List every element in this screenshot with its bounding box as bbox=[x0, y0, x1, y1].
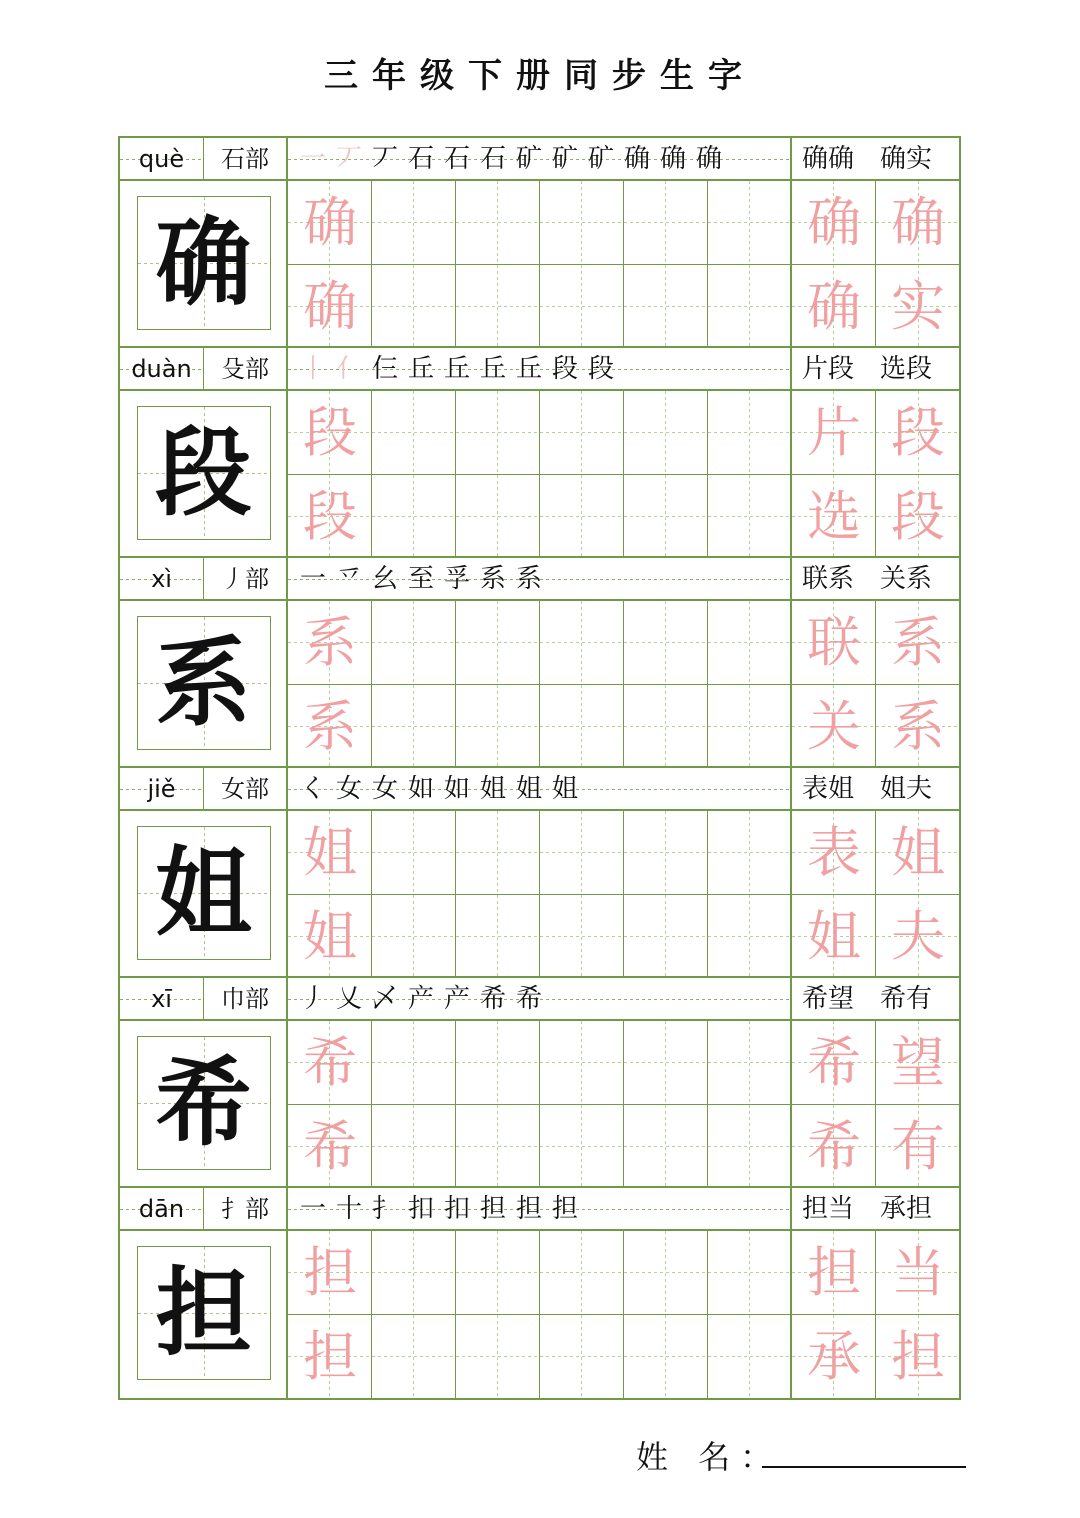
word-practice-cell[interactable] bbox=[876, 181, 960, 265]
trace-character: 系 bbox=[891, 694, 945, 758]
stroke-step: 姐 bbox=[552, 774, 579, 804]
stroke-step: 一 bbox=[300, 144, 327, 174]
practice-cell[interactable] bbox=[456, 1231, 540, 1315]
practice-cell[interactable] bbox=[288, 685, 372, 769]
practice-cell[interactable] bbox=[624, 1021, 708, 1105]
radical-label: 殳部 bbox=[204, 348, 288, 390]
practice-cell[interactable] bbox=[456, 391, 540, 475]
word-practice-cell[interactable] bbox=[876, 265, 960, 349]
stroke-step: 丆 bbox=[372, 144, 399, 174]
word-practice-cell[interactable] bbox=[876, 1315, 960, 1399]
block-header bbox=[120, 558, 959, 601]
practice-cell[interactable] bbox=[456, 1105, 540, 1189]
stroke-step: 产 bbox=[444, 984, 471, 1014]
practice-cell[interactable] bbox=[540, 685, 624, 769]
word-practice-cell[interactable] bbox=[792, 265, 876, 349]
word-practice-cell[interactable] bbox=[792, 391, 876, 475]
stroke-step: 幺 bbox=[372, 564, 399, 594]
stroke-step: 姐 bbox=[480, 774, 507, 804]
stroke-step: 担 bbox=[552, 1194, 579, 1224]
word-2: 选段 bbox=[880, 354, 933, 384]
trace-character: 段 bbox=[303, 401, 357, 464]
radical-label: 女部 bbox=[204, 768, 288, 810]
practice-cell[interactable] bbox=[540, 895, 624, 979]
name-input-line[interactable] bbox=[762, 1466, 966, 1468]
stroke-step: 系 bbox=[480, 564, 507, 594]
stroke-step: 矿 bbox=[516, 144, 543, 174]
practice-cell[interactable] bbox=[708, 811, 792, 895]
practice-cell[interactable] bbox=[708, 1231, 792, 1315]
trace-character: 希 bbox=[807, 1114, 861, 1178]
stroke-step: 担 bbox=[516, 1194, 543, 1224]
pinyin-label: duàn bbox=[120, 348, 204, 390]
word-practice-cell[interactable] bbox=[792, 1231, 876, 1315]
vocabulary-words bbox=[792, 978, 959, 1020]
stroke-step: 扌 bbox=[372, 1194, 399, 1224]
practice-cell[interactable] bbox=[288, 1021, 372, 1105]
word-2: 承担 bbox=[880, 1194, 933, 1224]
trace-character: 担 bbox=[891, 1324, 945, 1388]
radical-label: 巾部 bbox=[204, 978, 288, 1020]
practice-cell[interactable] bbox=[372, 265, 456, 349]
word-practice-cell[interactable] bbox=[876, 1105, 960, 1189]
practice-cell[interactable] bbox=[456, 475, 540, 559]
trace-character: 实 bbox=[891, 274, 945, 338]
practice-cell[interactable] bbox=[624, 265, 708, 349]
practice-cell[interactable] bbox=[288, 601, 372, 685]
word-practice-cell[interactable] bbox=[876, 391, 960, 475]
stroke-step: 乊 bbox=[336, 564, 363, 594]
trace-character: 夫 bbox=[891, 904, 945, 968]
practice-cell[interactable] bbox=[540, 1231, 624, 1315]
vocabulary-words bbox=[792, 138, 959, 180]
trace-character: 片 bbox=[807, 401, 861, 464]
vocabulary-words bbox=[792, 1188, 959, 1230]
trace-character: 姐 bbox=[303, 904, 357, 968]
trace-character: 担 bbox=[807, 1241, 861, 1304]
practice-cell[interactable] bbox=[624, 391, 708, 475]
stroke-step: 十 bbox=[336, 1194, 363, 1224]
model-character-frame bbox=[137, 826, 271, 960]
word-practice-cell[interactable] bbox=[876, 811, 960, 895]
trace-character: 担 bbox=[303, 1324, 357, 1388]
trace-character: 联 bbox=[807, 611, 861, 674]
word-practice-cell[interactable] bbox=[792, 895, 876, 979]
stroke-order-row bbox=[288, 558, 792, 600]
trace-character: 段 bbox=[891, 401, 945, 464]
practice-cell[interactable] bbox=[624, 895, 708, 979]
page-title: 三年级下册同步生字 bbox=[324, 56, 756, 96]
stroke-order-row bbox=[288, 348, 792, 390]
trace-character: 系 bbox=[303, 611, 357, 674]
stroke-step: 矿 bbox=[552, 144, 579, 174]
practice-cell[interactable] bbox=[540, 475, 624, 559]
trace-character: 希 bbox=[303, 1031, 357, 1094]
model-character-frame bbox=[137, 1036, 271, 1170]
word-practice-cell[interactable] bbox=[876, 685, 960, 769]
practice-cell[interactable] bbox=[372, 391, 456, 475]
trace-character: 确 bbox=[303, 274, 357, 338]
stroke-step: 一 bbox=[300, 1194, 327, 1224]
word-practice-cell[interactable] bbox=[792, 181, 876, 265]
practice-sheet bbox=[118, 136, 961, 1400]
stroke-step: 仨 bbox=[372, 354, 399, 384]
practice-cell[interactable] bbox=[456, 811, 540, 895]
pinyin-label: xī bbox=[120, 978, 204, 1020]
practice-cell[interactable] bbox=[708, 265, 792, 349]
word-2: 姐夫 bbox=[880, 774, 933, 804]
word-practice-cell[interactable] bbox=[792, 601, 876, 685]
stroke-step: 希 bbox=[516, 984, 543, 1014]
stroke-step: 产 bbox=[408, 984, 435, 1014]
name-label: 姓 名： bbox=[636, 1438, 783, 1476]
stroke-step: 丘 bbox=[480, 354, 507, 384]
practice-cell[interactable] bbox=[288, 181, 372, 265]
word-2: 确实 bbox=[880, 144, 933, 174]
model-character: 希 bbox=[155, 1046, 252, 1159]
word-practice-cell[interactable] bbox=[792, 475, 876, 559]
practice-cell[interactable] bbox=[456, 265, 540, 349]
practice-cell[interactable] bbox=[624, 475, 708, 559]
model-character: 姐 bbox=[155, 836, 252, 949]
stroke-step: 一 bbox=[300, 564, 327, 594]
stroke-step: 如 bbox=[408, 774, 435, 804]
practice-cell[interactable] bbox=[540, 1315, 624, 1399]
practice-cell[interactable] bbox=[372, 1105, 456, 1189]
stroke-step: 系 bbox=[516, 564, 543, 594]
word-1: 表姐 bbox=[802, 774, 855, 804]
stroke-step: 乄 bbox=[372, 984, 399, 1014]
practice-cell[interactable] bbox=[708, 475, 792, 559]
stroke-step: 亻 bbox=[336, 354, 363, 384]
stroke-step: 至 bbox=[408, 564, 435, 594]
practice-cell[interactable] bbox=[708, 1315, 792, 1399]
character-block bbox=[120, 1188, 959, 1398]
practice-cell[interactable] bbox=[540, 391, 624, 475]
word-practice-cell[interactable] bbox=[876, 601, 960, 685]
character-block bbox=[120, 768, 959, 978]
practice-cell[interactable] bbox=[372, 601, 456, 685]
stroke-step: 希 bbox=[480, 984, 507, 1014]
practice-cell[interactable] bbox=[372, 895, 456, 979]
radical-label: 石部 bbox=[204, 138, 288, 180]
stroke-step: 确 bbox=[624, 144, 651, 174]
word-practice-cell[interactable] bbox=[876, 475, 960, 559]
trace-character: 确 bbox=[807, 191, 861, 254]
model-character-box bbox=[120, 811, 288, 978]
trace-character: 望 bbox=[891, 1031, 945, 1094]
trace-character: 表 bbox=[807, 821, 861, 884]
trace-character: 承 bbox=[807, 1324, 861, 1388]
practice-cell[interactable] bbox=[372, 475, 456, 559]
stroke-order-row bbox=[288, 138, 792, 180]
stroke-step: 段 bbox=[552, 354, 579, 384]
pinyin-label: què bbox=[120, 138, 204, 180]
stroke-step: 乂 bbox=[336, 984, 363, 1014]
word-practice-cell[interactable] bbox=[792, 1021, 876, 1105]
practice-cell[interactable] bbox=[624, 685, 708, 769]
word-practice-cell[interactable] bbox=[792, 685, 876, 769]
stroke-order-row bbox=[288, 1188, 792, 1230]
stroke-step: 段 bbox=[588, 354, 615, 384]
trace-character: 有 bbox=[891, 1114, 945, 1178]
trace-character: 确 bbox=[891, 191, 945, 254]
practice-cell[interactable] bbox=[456, 1021, 540, 1105]
word-practice-cell[interactable] bbox=[876, 1231, 960, 1315]
practice-cell[interactable] bbox=[288, 1231, 372, 1315]
practice-cell[interactable] bbox=[456, 601, 540, 685]
vocabulary-words bbox=[792, 348, 959, 390]
word-1: 片段 bbox=[802, 354, 855, 384]
radical-label: 丿部 bbox=[204, 558, 288, 600]
stroke-step: 女 bbox=[336, 774, 363, 804]
block-header bbox=[120, 768, 959, 811]
model-character: 担 bbox=[155, 1256, 252, 1369]
practice-cell[interactable] bbox=[624, 811, 708, 895]
stroke-step: 担 bbox=[480, 1194, 507, 1224]
trace-character: 系 bbox=[303, 694, 357, 758]
stroke-step: 丘 bbox=[516, 354, 543, 384]
character-block bbox=[120, 558, 959, 768]
pinyin-label: xì bbox=[120, 558, 204, 600]
practice-cell[interactable] bbox=[540, 811, 624, 895]
practice-cell[interactable] bbox=[540, 1021, 624, 1105]
practice-cell[interactable] bbox=[708, 391, 792, 475]
pinyin-label: dān bbox=[120, 1188, 204, 1230]
practice-cell[interactable] bbox=[288, 811, 372, 895]
block-header bbox=[120, 348, 959, 391]
stroke-step: 丘 bbox=[444, 354, 471, 384]
word-practice-cell[interactable] bbox=[792, 811, 876, 895]
stroke-step: 石 bbox=[408, 144, 435, 174]
practice-cell[interactable] bbox=[372, 685, 456, 769]
practice-cell[interactable] bbox=[456, 895, 540, 979]
character-block bbox=[120, 138, 959, 348]
practice-cell[interactable] bbox=[624, 181, 708, 265]
practice-cell[interactable] bbox=[708, 685, 792, 769]
practice-cell[interactable] bbox=[624, 1231, 708, 1315]
stroke-step: 如 bbox=[444, 774, 471, 804]
practice-cell[interactable] bbox=[372, 181, 456, 265]
word-practice-cell[interactable] bbox=[876, 895, 960, 979]
practice-cell[interactable] bbox=[708, 181, 792, 265]
trace-character: 姐 bbox=[807, 904, 861, 968]
trace-character: 希 bbox=[303, 1114, 357, 1178]
practice-cell[interactable] bbox=[372, 1021, 456, 1105]
word-1: 联系 bbox=[802, 564, 855, 594]
practice-cell[interactable] bbox=[624, 1105, 708, 1189]
word-1: 担当 bbox=[802, 1194, 855, 1224]
word-practice-cell[interactable] bbox=[792, 1105, 876, 1189]
trace-character: 关 bbox=[807, 694, 861, 758]
vocabulary-words bbox=[792, 558, 959, 600]
stroke-step: 矿 bbox=[588, 144, 615, 174]
block-header bbox=[120, 138, 959, 181]
stroke-order-row bbox=[288, 768, 792, 810]
model-character-frame bbox=[137, 406, 271, 540]
practice-cell[interactable] bbox=[624, 601, 708, 685]
practice-cell[interactable] bbox=[708, 1105, 792, 1189]
model-character-box bbox=[120, 601, 288, 768]
character-block bbox=[120, 978, 959, 1188]
stroke-step: く bbox=[300, 774, 327, 804]
word-1: 希望 bbox=[802, 984, 855, 1014]
practice-cell[interactable] bbox=[540, 265, 624, 349]
trace-character: 当 bbox=[891, 1241, 945, 1304]
stroke-step: 丘 bbox=[408, 354, 435, 384]
trace-character: 段 bbox=[891, 484, 945, 548]
trace-character: 确 bbox=[807, 274, 861, 338]
practice-cell[interactable] bbox=[540, 601, 624, 685]
trace-character: 选 bbox=[807, 484, 861, 548]
trace-character: 段 bbox=[303, 484, 357, 548]
model-character-box bbox=[120, 1231, 288, 1398]
trace-character: 希 bbox=[807, 1031, 861, 1094]
practice-cell[interactable] bbox=[456, 1315, 540, 1399]
practice-cell[interactable] bbox=[456, 181, 540, 265]
trace-character: 姐 bbox=[303, 821, 357, 884]
practice-cell[interactable] bbox=[372, 1231, 456, 1315]
stroke-step: 确 bbox=[696, 144, 723, 174]
practice-cell[interactable] bbox=[372, 1315, 456, 1399]
model-character: 段 bbox=[155, 416, 252, 529]
practice-cell[interactable] bbox=[372, 811, 456, 895]
practice-cell[interactable] bbox=[708, 601, 792, 685]
stroke-order-row bbox=[288, 978, 792, 1020]
model-character: 系 bbox=[155, 626, 252, 739]
block-header bbox=[120, 1188, 959, 1231]
trace-character: 担 bbox=[303, 1241, 357, 1304]
practice-cell[interactable] bbox=[540, 181, 624, 265]
stroke-step: 丆 bbox=[336, 144, 363, 174]
practice-cell[interactable] bbox=[288, 895, 372, 979]
stroke-step: 女 bbox=[372, 774, 399, 804]
stroke-step: 扣 bbox=[444, 1194, 471, 1224]
stroke-step: 石 bbox=[444, 144, 471, 174]
practice-cell[interactable] bbox=[288, 391, 372, 475]
stroke-step: 丨 bbox=[300, 354, 327, 384]
model-character-frame bbox=[137, 1246, 271, 1380]
practice-cell[interactable] bbox=[288, 1315, 372, 1399]
trace-character: 姐 bbox=[891, 821, 945, 884]
practice-cell[interactable] bbox=[288, 475, 372, 559]
word-2: 希有 bbox=[880, 984, 933, 1014]
block-header bbox=[120, 978, 959, 1021]
practice-cell[interactable] bbox=[540, 1105, 624, 1189]
model-character-box bbox=[120, 391, 288, 558]
character-block bbox=[120, 348, 959, 558]
practice-cell[interactable] bbox=[708, 895, 792, 979]
model-character-frame bbox=[137, 196, 271, 330]
stroke-step: 石 bbox=[480, 144, 507, 174]
practice-cell[interactable] bbox=[288, 265, 372, 349]
stroke-step: 孚 bbox=[444, 564, 471, 594]
vocabulary-words bbox=[792, 768, 959, 810]
word-practice-cell[interactable] bbox=[792, 1315, 876, 1399]
word-1: 确确 bbox=[802, 144, 855, 174]
stroke-step: 确 bbox=[660, 144, 687, 174]
model-character-frame bbox=[137, 616, 271, 750]
model-character: 确 bbox=[155, 206, 252, 319]
model-character-box bbox=[120, 181, 288, 348]
radical-label: 扌部 bbox=[204, 1188, 288, 1230]
practice-cell[interactable] bbox=[288, 1105, 372, 1189]
word-practice-cell[interactable] bbox=[876, 1021, 960, 1105]
practice-cell[interactable] bbox=[456, 685, 540, 769]
pinyin-label: jiě bbox=[120, 768, 204, 810]
stroke-step: 姐 bbox=[516, 774, 543, 804]
practice-cell[interactable] bbox=[708, 1021, 792, 1105]
stroke-step: 扣 bbox=[408, 1194, 435, 1224]
stroke-step: 丿 bbox=[300, 984, 327, 1014]
practice-cell[interactable] bbox=[624, 1315, 708, 1399]
model-character-box bbox=[120, 1021, 288, 1188]
trace-character: 确 bbox=[303, 191, 357, 254]
word-2: 关系 bbox=[880, 564, 933, 594]
trace-character: 系 bbox=[891, 611, 945, 674]
